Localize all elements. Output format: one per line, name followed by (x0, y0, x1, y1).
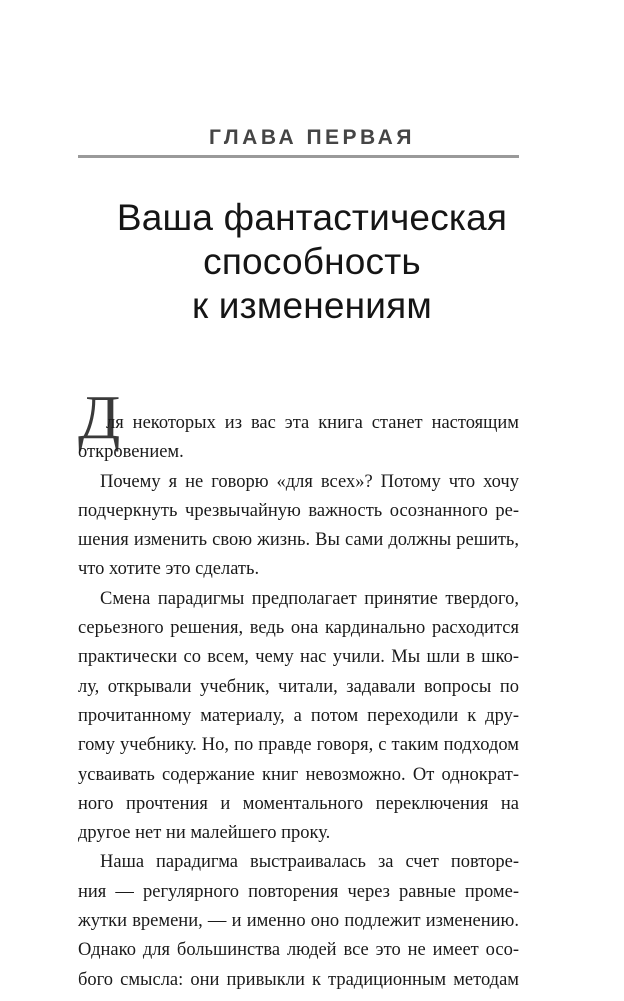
text-line: что хотите это сделать. (78, 559, 260, 580)
body-text (78, 409, 519, 995)
text-line: подчеркнуть чрезвычайную важность осознанного ре- (78, 500, 519, 521)
text-line: откровением. (78, 442, 184, 463)
chapter-title (0, 196, 624, 328)
text-line: прочитанному материалу, а потом переходили к дру- (78, 705, 519, 726)
chapter-label: ГЛАВА ПЕРВАЯ (209, 126, 415, 149)
text-line: усваивать содержание книг невозможно. От однократ- (78, 764, 519, 785)
text-line: гому учебнику. Но, по правде говоря, с таким подходом (78, 735, 519, 756)
text-line: Смена парадигмы предполагает принятие твердого, (100, 588, 519, 609)
text-line: ния — регулярного повторения через равные проме- (78, 881, 519, 902)
drop-cap: Д (78, 384, 121, 452)
text-line: ного прочтения и моментального переключения на (78, 793, 519, 814)
text-line: бого смысла: они привыкли к традиционным методам (78, 969, 519, 990)
chapter-title-line: к изменениям (191, 285, 433, 326)
text-line: другое нет ни малейшего проку. (78, 823, 331, 844)
text-line: серьезного решения, ведь она кардинально расходится (78, 618, 519, 639)
text-line: Наша парадигма выстраивалась за счет повторе- (100, 852, 519, 873)
chapter-divider (78, 155, 519, 158)
text-line: Однако для большинства людей все это не имеет осо- (78, 940, 519, 961)
chapter-title-line: Ваша фантастическая (116, 197, 508, 238)
text-line: шения изменить свою жизнь. Вы сами должны решить, (78, 530, 519, 551)
text-line: жутки времени, — и именно оно подлежит изменению. (78, 911, 519, 932)
text-line: практически со всем, чему нас учили. Мы шли в шко- (78, 647, 519, 668)
text-line: ля некоторых из вас эта книга станет настоящим (106, 413, 519, 433)
text-line: лу, открывали учебник, читали, задавали вопросы по (78, 676, 519, 697)
chapter-title-line: способность (203, 241, 421, 282)
text-line: Почему я не говорю «для всех»? Потому что хочу (100, 471, 519, 492)
